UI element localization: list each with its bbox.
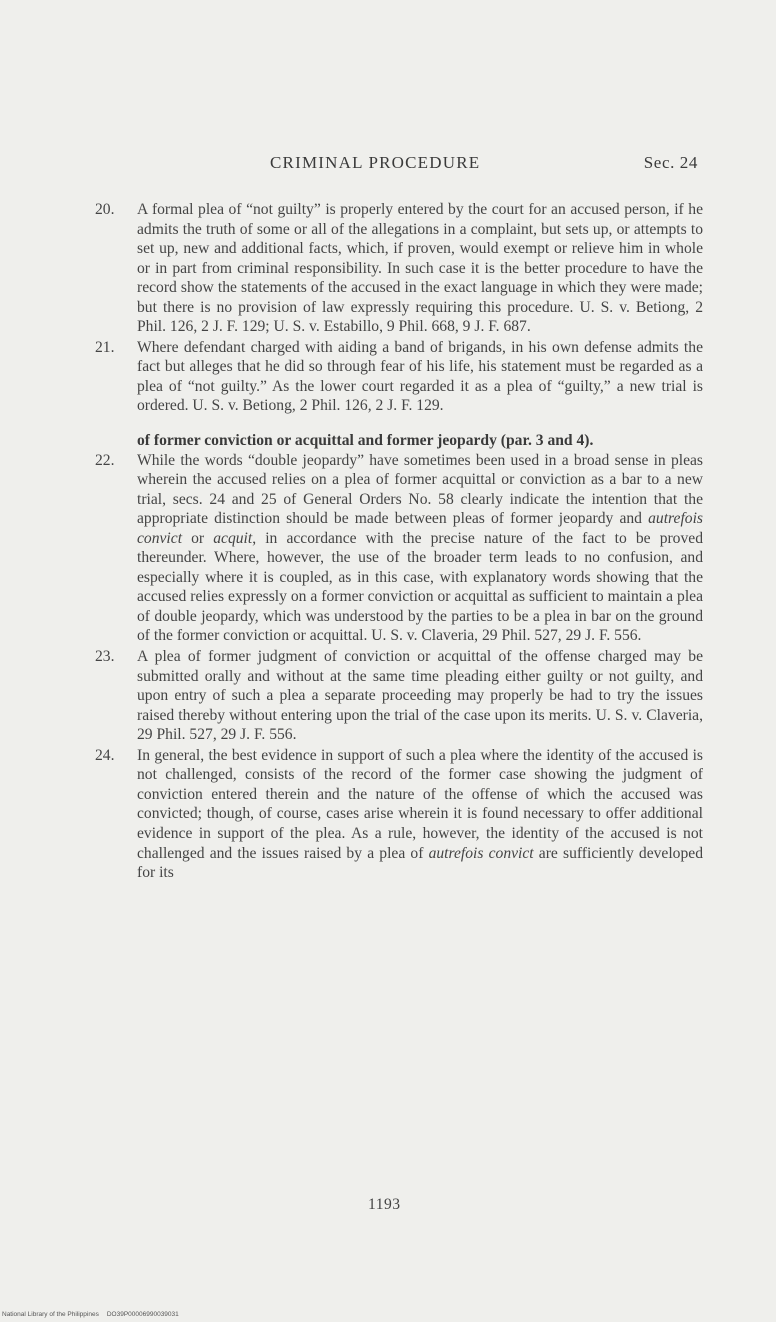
paragraph-21 (95, 338, 703, 416)
paragraph-20 (95, 200, 703, 337)
running-section-number: Sec. 24 (643, 153, 698, 172)
paragraph-text-part: , in accordance with the precise nature of the fact to be proved thereunder. Where, however, the use of the broader term leads to no confusion, and especially where it is coupled, as in this case, with explanatory words showing that the accused relies expressly on a former conviction or acquittal as sufficient to maintain a plea of double jeopardy, which was understood by the parties to be a plea in bar on the ground of the former conviction or acquittal. U. S. v. Claveria, 29 Phil. 527, 29 J. F. 556. (137, 529, 703, 645)
footer-id: DO39P00006990039031 (106, 1311, 179, 1318)
running-title: CRIMINAL PROCEDURE (270, 153, 481, 172)
paragraph-text-part: or (182, 529, 214, 547)
paragraph-number: 20. (95, 201, 115, 218)
paragraph-23 (95, 647, 703, 745)
footer-credit (2, 1311, 179, 1318)
page-number: 1193 (368, 1196, 401, 1213)
paragraph-text: A plea of former judgment of conviction or acquittal of the offense charged may be submitted orally and without at the same time pleading either guilty or not guilty, and upon entry of such a plea a separate proceeding may properly be had to try the issues raised thereby without entering upon the trial of the case upon its merits. U. S. v. Claveria, 29 Phil. 527, 29 J. F. 556. (137, 648, 703, 744)
italic-term: acquit (213, 529, 253, 547)
body-text (95, 200, 703, 883)
running-head (90, 153, 702, 177)
italic-term: autrefois convict (137, 510, 703, 547)
paragraph-text-part: While the words “double jeopardy” have sometimes been used in a broad sense in pleas wherein the accused relies on a plea of former acquittal or conviction as a bar to a new trial, secs. 24 and 25 of General Orders No. 58 clearly indicate the intention that the appropriate distinction should be made between pleas of former jeopardy and (137, 451, 703, 528)
paragraph-24 (95, 746, 703, 883)
paragraph-number: 21. (95, 338, 115, 356)
italic-term: autrefois convict (428, 844, 534, 862)
paragraph-22 (95, 451, 703, 646)
paragraph-number: 23. (95, 648, 115, 666)
paragraph-text: Where defendant charged with aiding a band of brigands, in his own defense admits the fact but alleges that he did so through fear of his life, his statement must be regarded as a plea of “not guilty.” As the lower court regarded it as a plea of “guilty,” a new trial is ordered. U. S. v. Betiong, 2 Phil. 126, 2 J. F. 129. (137, 338, 703, 415)
subheading-former-jeopardy: of former conviction or acquittal and former jeopardy (par. 3 and 4). (137, 432, 594, 450)
paragraph-number: 24. (95, 746, 115, 764)
paragraph-text: A formal plea of “not guilty” is properly entered by the court for an accused person, if he admits the truth of some or all of the allegations in a complaint, but sets up, or attempts to set up, new and additional facts, which, if proven, would exempt or relieve him in whole or in part from criminal responsibility. In such case it is the better procedure to have the record show the statements of the accused in the exact language in which they were made; but there is no provision of law expressly requiring this procedure. U. S. v. Betiong, 2 Phil. 126, 2 J. F. 129; U. S. v. Estabillo, 9 Phil. 668, 9 J. F. 687. (137, 201, 703, 336)
paragraph-text-part: are sufficiently developed for its (137, 844, 703, 882)
footer-library: National Library of the Philippines (2, 1311, 99, 1318)
paragraph-text-part: In general, the best evidence in support of such a plea where the identity of the accused is not challenged, consists of the record of the former case showing the judgment of conviction entered therein and the nature of the offense of which the accused was convicted; though, of course, cases arise wherein it is found necessary to offer additional evidence in support of the plea. As a rule, however, the identity of the accused is not challenged and the issues raised by a plea of (137, 746, 703, 862)
paragraph-number: 22. (95, 451, 115, 469)
